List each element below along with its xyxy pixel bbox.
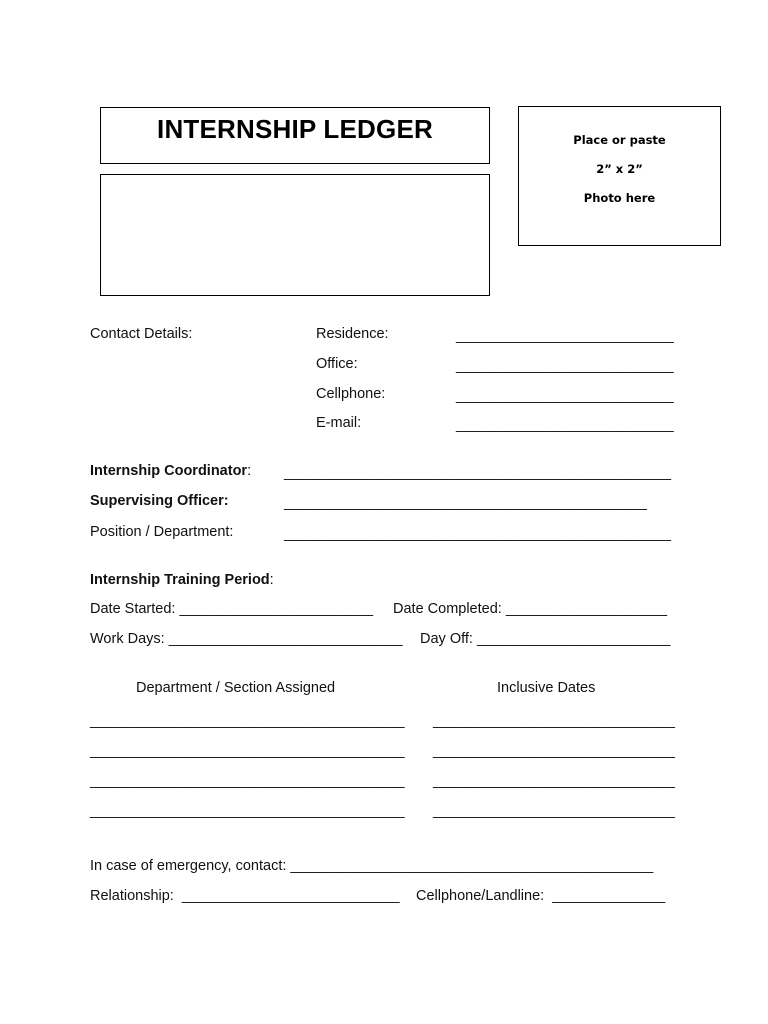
relationship-field[interactable]: Relationship: ___________________________ bbox=[90, 888, 400, 904]
email-field[interactable]: ___________________________ bbox=[456, 417, 674, 433]
supervisor-label: Supervising Officer: bbox=[90, 493, 229, 509]
training-period-heading bbox=[90, 572, 274, 588]
department-row-field[interactable]: _______________________________________ bbox=[90, 743, 405, 759]
department-row-field[interactable]: _______________________________________ bbox=[90, 773, 405, 789]
position-label: Position / Department: bbox=[90, 524, 234, 540]
title-box bbox=[100, 107, 490, 164]
dates-row-field[interactable]: ______________________________ bbox=[433, 743, 675, 759]
department-row-field[interactable]: _______________________________________ bbox=[90, 713, 405, 729]
email-label: E-mail: bbox=[316, 415, 362, 431]
cellphone-field[interactable]: ___________________________ bbox=[456, 388, 674, 404]
department-column-header: Department / Section Assigned bbox=[136, 680, 336, 696]
coordinator-colon: : bbox=[247, 463, 252, 479]
contact-details-label: Contact Details: bbox=[90, 326, 193, 342]
position-field[interactable]: ________________________________________________ bbox=[284, 526, 672, 542]
supervisor-field[interactable]: _____________________________________________ bbox=[284, 495, 647, 511]
residence-label: Residence: bbox=[316, 326, 389, 342]
page-title: INTERNSHIP LEDGER bbox=[157, 114, 433, 144]
photo-instruction-line1: Place or paste bbox=[573, 133, 666, 147]
cellphone-label: Cellphone: bbox=[316, 386, 386, 402]
office-label: Office: bbox=[316, 356, 358, 372]
coordinator-label-group bbox=[90, 463, 251, 479]
work-days-field[interactable]: Work Days: _____________________________ bbox=[90, 631, 403, 647]
photo-placeholder[interactable] bbox=[518, 106, 721, 246]
dates-row-field[interactable]: ______________________________ bbox=[433, 773, 675, 789]
emergency-contact-field[interactable]: In case of emergency, contact: _____________________________________________ bbox=[90, 858, 654, 874]
office-field[interactable]: ___________________________ bbox=[456, 358, 674, 374]
photo-instruction-line2: 2” x 2” bbox=[596, 162, 643, 176]
dates-row-field[interactable]: ______________________________ bbox=[433, 713, 675, 729]
name-box[interactable] bbox=[100, 174, 490, 296]
coordinator-label: Internship Coordinator bbox=[90, 463, 248, 479]
training-period-colon: : bbox=[269, 572, 274, 588]
date-started-field[interactable]: Date Started: ________________________ bbox=[90, 601, 374, 617]
dates-row-field[interactable]: ______________________________ bbox=[433, 803, 675, 819]
coordinator-field[interactable]: ________________________________________________ bbox=[284, 465, 672, 481]
emergency-phone-field[interactable]: Cellphone/Landline: ______________ bbox=[416, 888, 666, 904]
department-row-field[interactable]: _______________________________________ bbox=[90, 803, 405, 819]
residence-field[interactable]: ___________________________ bbox=[456, 328, 674, 344]
day-off-field[interactable]: Day Off: ________________________ bbox=[420, 631, 671, 647]
training-period-label: Internship Training Period bbox=[90, 572, 270, 588]
photo-instruction-line3: Photo here bbox=[583, 191, 656, 205]
date-completed-field[interactable]: Date Completed: ____________________ bbox=[393, 601, 668, 617]
inclusive-dates-column-header: Inclusive Dates bbox=[497, 680, 596, 696]
